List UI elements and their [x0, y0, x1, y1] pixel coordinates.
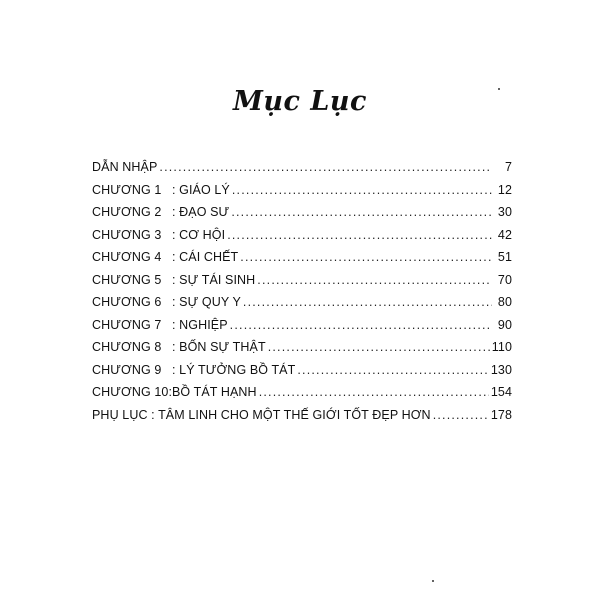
toc-page-number: 110: [491, 340, 512, 354]
dot-leader: [230, 318, 492, 332]
page-title: Mục Lục: [233, 86, 367, 117]
toc-chapter-number: CHƯƠNG 6: [92, 295, 162, 309]
toc-entry-title: : NGHIỆP: [172, 317, 228, 332]
toc-entry-title: PHỤ LỤC : TÂM LINH CHO MỘT THẾ GIỚI TỐT ĐẸP HƠN: [92, 407, 431, 422]
toc-page-number: 80: [497, 295, 512, 309]
toc-chapter-number: CHƯƠNG 3: [92, 227, 162, 242]
toc-entry-title: : BỐN SỰ THẬT: [172, 340, 266, 354]
dot-leader: [232, 183, 492, 197]
toc-entry-title: : ĐẠO SƯ: [172, 205, 230, 219]
toc-page-number: 7: [504, 160, 512, 174]
dot-leader: [243, 295, 492, 309]
dot-leader: [259, 385, 489, 399]
dot-leader: [231, 205, 492, 219]
toc-entry-chapter-10: [92, 385, 512, 408]
toc-entry-title: : SỰ QUY Y: [172, 295, 241, 309]
dot-leader: [268, 340, 490, 354]
toc-page-number: 178: [490, 407, 512, 422]
dot-leader: [159, 160, 492, 174]
toc-entry-title: : CÁI CHẾT: [172, 250, 239, 264]
table-of-contents: [92, 160, 512, 430]
toc-entry-chapter-4: [92, 250, 512, 273]
toc-entry-chapter-2: [92, 205, 512, 228]
toc-chapter-number: CHƯƠNG 10:: [92, 385, 173, 399]
toc-chapter-number: CHƯƠNG 1: [92, 182, 162, 197]
toc-entry-title: : CƠ HỘI: [172, 227, 226, 242]
dot-leader: [297, 363, 488, 377]
scan-speck: [432, 580, 434, 582]
toc-entry-appendix: [92, 408, 512, 431]
scan-speck: [498, 88, 500, 90]
toc-page-number: 70: [497, 272, 512, 287]
toc-entry-chapter-6: [92, 295, 512, 318]
dot-leader: [257, 273, 492, 287]
toc-page-number: 51: [497, 250, 512, 264]
toc-entry-title: BỒ TÁT HẠNH: [172, 385, 257, 399]
toc-entry-intro: [92, 160, 512, 183]
toc-entry-chapter-8: [92, 340, 512, 363]
toc-entry-chapter-5: [92, 273, 512, 296]
toc-entry-title: : SỰ TÁI SINH: [172, 272, 256, 287]
toc-entry-title: : GIÁO LÝ: [172, 182, 230, 197]
dot-leader: [240, 250, 492, 264]
dot-leader: [227, 228, 492, 242]
toc-chapter-number: CHƯƠNG 5: [92, 272, 162, 287]
toc-entry-title: : LÝ TƯỞNG BỒ TÁT: [172, 362, 296, 377]
dot-leader: [433, 408, 489, 422]
toc-chapter-number: CHƯƠNG 4: [92, 250, 162, 264]
toc-entry-chapter-7: [92, 318, 512, 341]
toc-page-number: 154: [490, 385, 512, 399]
toc-page-number: 42: [497, 227, 512, 242]
toc-page-number: 90: [497, 317, 512, 332]
toc-chapter-number: CHƯƠNG 2: [92, 205, 162, 219]
toc-page-number: 30: [497, 205, 512, 219]
toc-chapter-number: CHƯƠNG 9: [92, 362, 162, 377]
toc-entry-chapter-9: [92, 363, 512, 386]
toc-entry-chapter-3: [92, 228, 512, 251]
toc-entry-chapter-1: [92, 183, 512, 206]
toc-chapter-number: CHƯƠNG 7: [92, 317, 162, 332]
toc-entry-title: DẪN NHẬP: [92, 160, 158, 174]
toc-chapter-number: CHƯƠNG 8: [92, 340, 162, 354]
toc-page-number: 130: [490, 362, 512, 377]
toc-page-number: 12: [497, 182, 512, 197]
